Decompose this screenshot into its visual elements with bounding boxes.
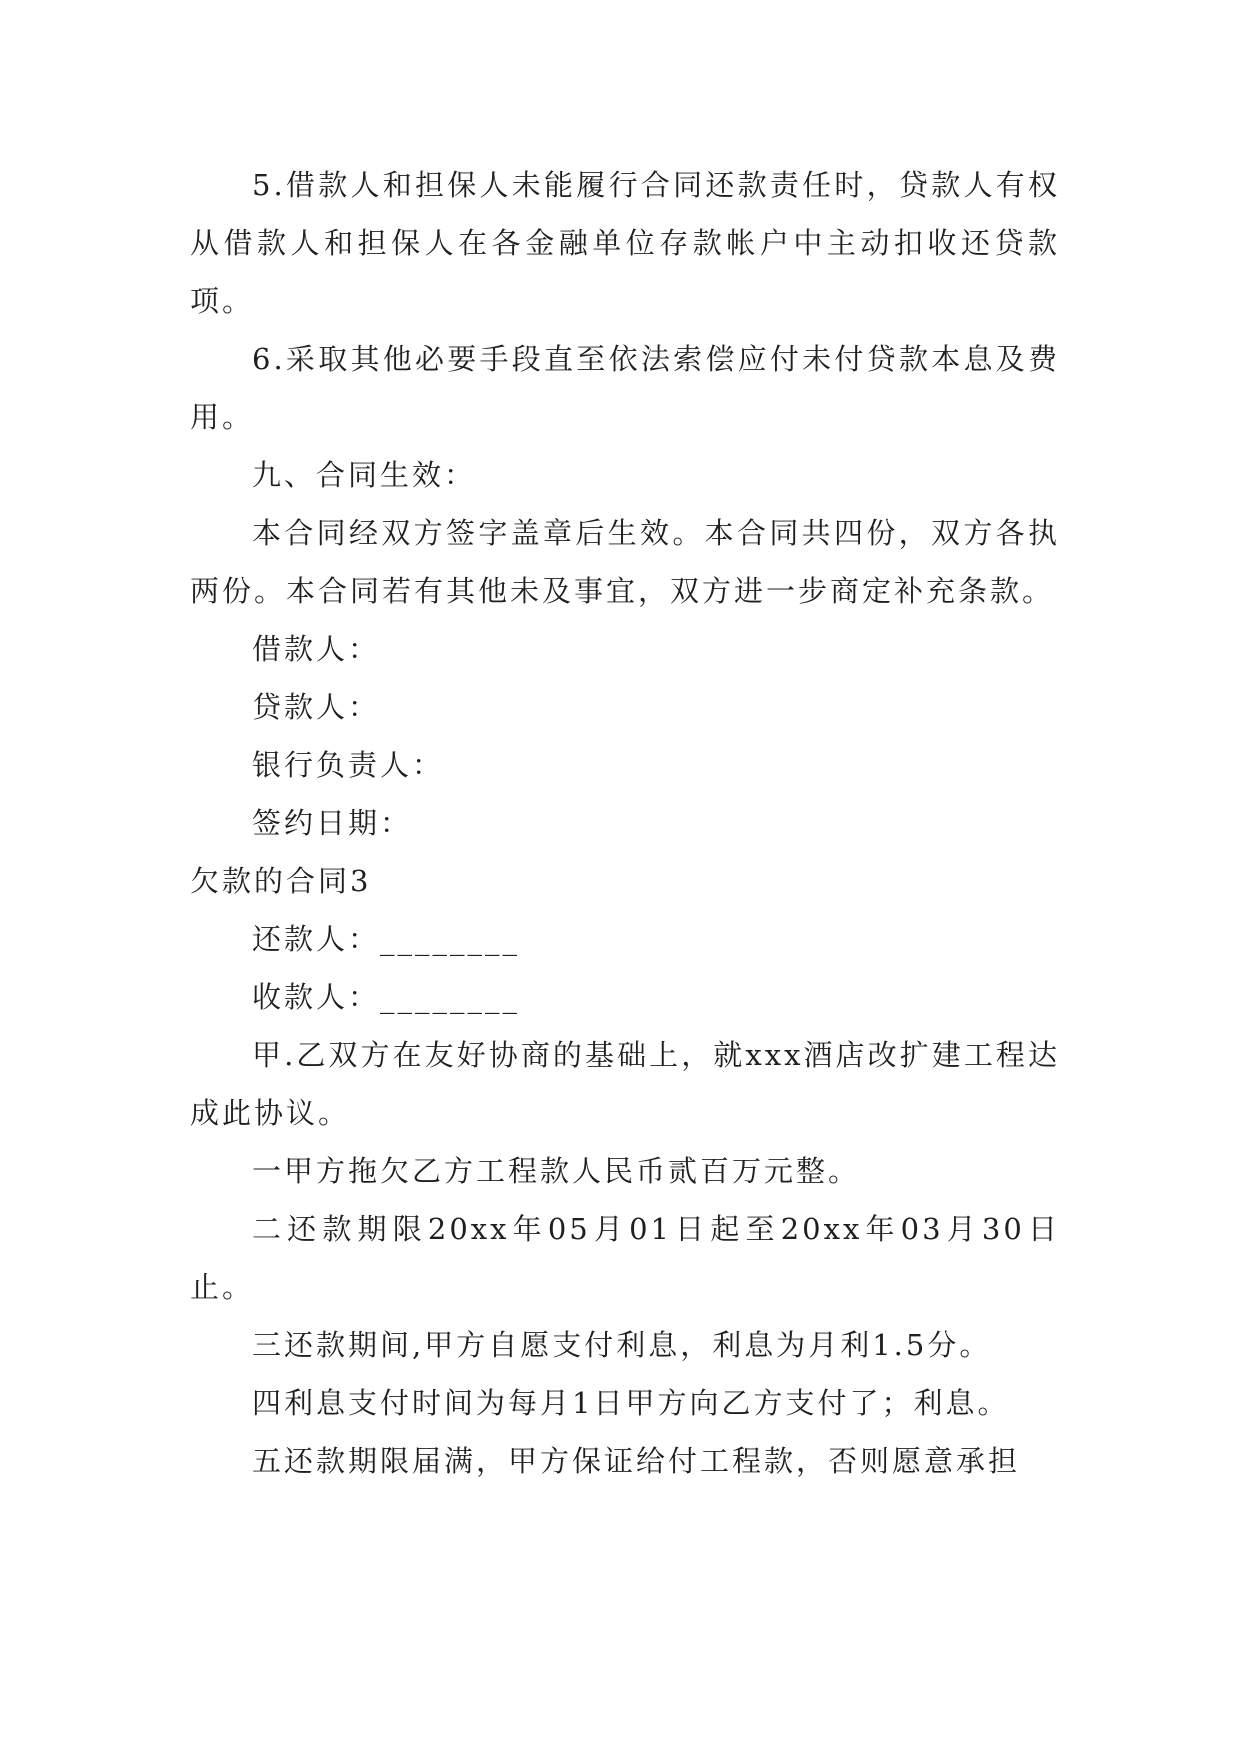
clause-1-paragraph: 一甲方拖欠乙方工程款人民币贰百万元整。 (252, 1154, 861, 1188)
clause-5-paragraph: 5.借款人和担保人未能履行合同还款责任时，贷款人有权从借款人和担保人在各金融单位存款帐户中主动扣收还贷款项。 (190, 168, 1060, 318)
clause-2-paragraph: 二还款期限20xx年05月01日起至20xx年03月30日止。 (190, 1212, 1060, 1304)
agreement-intro-paragraph: 甲.乙双方在友好协商的基础上，就xxx酒店改扩建工程达成此协议。 (190, 1038, 1060, 1130)
section-heading-contract-effect: 九、合同生效： (252, 458, 477, 492)
clause-6-paragraph: 6.采取其他必要手段直至依法索偿应付未付贷款本息及费用。 (190, 342, 1060, 434)
clause-3-paragraph: 三还款期间,甲方自愿支付利息，利息为月利1.5分。 (252, 1328, 992, 1362)
contract-effect-paragraph: 本合同经双方签字盖章后生效。本合同共四份，双方各执两份。本合同若有其他未及事宜，双方进一步商定补充条款。 (190, 516, 1060, 608)
clause-4-paragraph: 四利息支付时间为每月1日甲方向乙方支付了；利息。 (252, 1386, 1010, 1420)
document-body (190, 156, 1060, 1490)
repayer-line: 还款人：________ (252, 922, 521, 956)
borrower-signature-line: 借款人： (252, 632, 381, 666)
clause-5-partial-paragraph: 五还款期限届满，甲方保证给付工程款，否则愿意承担 (252, 1444, 1021, 1478)
signing-date-line: 签约日期： (252, 806, 413, 840)
bank-officer-signature-line: 银行负责人： (252, 748, 445, 782)
payee-line: 收款人：________ (252, 980, 521, 1014)
section-title-debt-contract-3: 欠款的合同3 (190, 864, 372, 898)
lender-signature-line: 贷款人： (252, 690, 381, 724)
